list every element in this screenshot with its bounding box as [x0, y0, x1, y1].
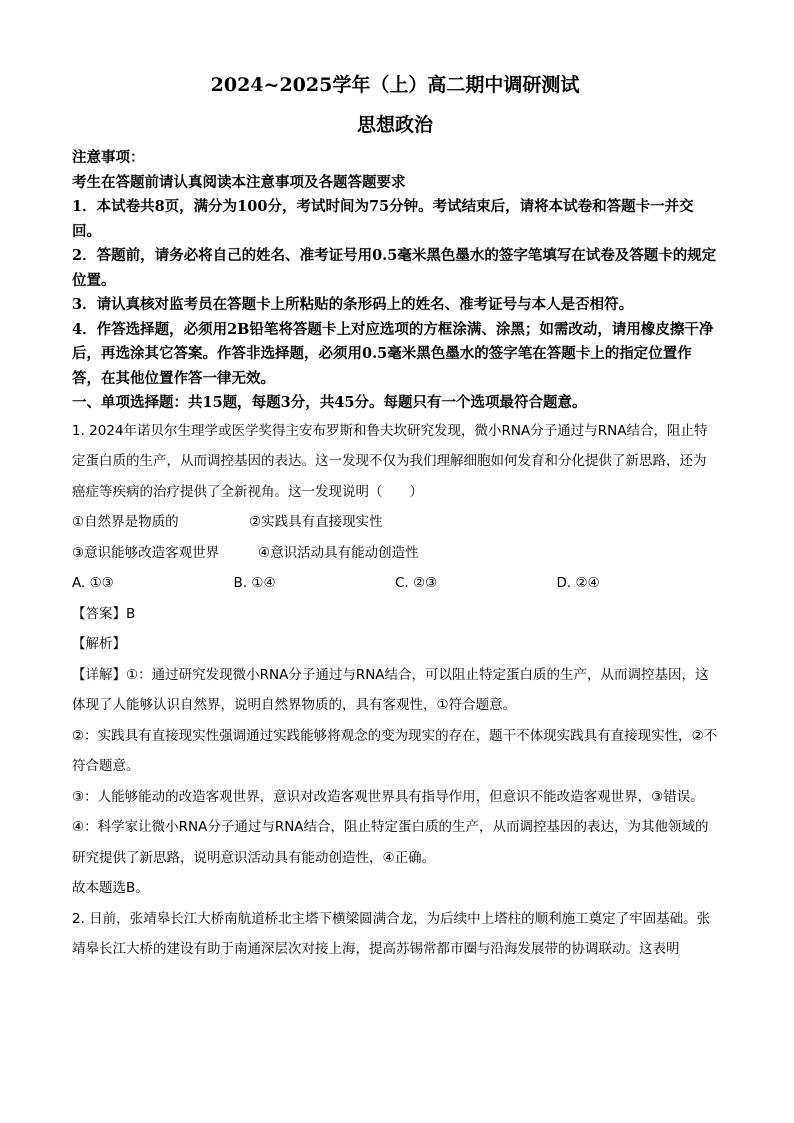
option-d: D. ②④ — [556, 575, 600, 591]
question-1-statements-row-1 — [72, 507, 718, 538]
question-2 — [72, 904, 718, 965]
detail-1: 【详解】①：通过研究发现微小RNA分子通过与RNA结合，可以阻止特定蛋白质的生产，从而调控基因，这体现了人能够认识自然界，说明自然界物质的，具有客观性，①符合题意。 — [72, 666, 709, 713]
detail-2: ②：实践具有直接现实性强调通过实践能够将观念的变为现实的存在，题干不体现实践具有直接现实性，②不符合题意。 — [72, 727, 718, 774]
statement-2: ②实践具有直接现实性 — [249, 514, 383, 530]
question-2-stem: 2. 日前，张靖皋长江大桥南航道桥北主塔下横梁圆满合龙，为后续中上塔柱的顺利施工奠定了牢固基础。张靖皋长江大桥的建设有助于南通深层次对接上海，提高苏锡常都市圈与沿海发展带的协调联动。这表明 — [72, 910, 711, 957]
statement-3: ③意识能够改造客观世界 — [72, 544, 220, 561]
notice-intro: 考生在答题前请认真阅读本注意事项及各题答题要求 — [72, 173, 406, 191]
option-c: C. ②③ — [395, 575, 438, 591]
question-1-statements-row-2 — [72, 538, 718, 569]
statement-1: ①自然界是物质的 — [72, 514, 179, 530]
question-1 — [72, 416, 718, 904]
option-b: B. ①④ — [233, 575, 276, 591]
question-1-stem: 1. 2024年诺贝尔生理学或医学奖得主安布罗斯和鲁夫坎研究发现，微小RNA分子通过与RNA结合，阻止特定蛋白质的生产，从而调控基因的表达。这一发现不仅为我们理解细胞如何发育和分化提供了新思路，还为癌症等疾病的治疗提供了全新视角。这一发现说明（ ） — [72, 422, 708, 500]
notice-section — [72, 146, 718, 416]
subject-title: 思想政治 — [356, 114, 433, 136]
option-a: A. ①③ — [72, 575, 114, 591]
analysis-tag: 【解析】 — [72, 636, 126, 652]
notice-item-1: 1．本试卷共8页，满分为100分，考试时间为75分钟。考试结束后，请将本试卷和答题卡一并交回。 — [72, 198, 694, 240]
section-heading: 一、单项选择题：共15题，每题3分，共45分。每题只有一个选项最符合题意。 — [72, 394, 587, 411]
answer-tag: 【答案】B — [72, 605, 136, 622]
notice-item-2: 2．答题前，请务必将自己的姓名、准考证号用0.5毫米黑色墨水的签字笔填写在试卷及答题卡的规定位置。 — [72, 247, 717, 289]
question-1-options — [72, 568, 718, 599]
detail-4: ④：科学家让微小RNA分子通过与RNA结合，阻止特定蛋白质的生产，从而调控基因的表达，为其他领域的研究提供了新思路，说明意识活动具有能动创造性，④正确。 — [72, 819, 709, 866]
notice-heading: 注意事项： — [72, 149, 145, 166]
exam-title: 2024~2025学年（上）高二期中调研测试 — [210, 74, 580, 96]
detail-3: ③：人能够能动的改造客观世界，意识对改造客观世界具有指导作用，但意识不能改造客观世界，③错误。 — [72, 788, 704, 805]
notice-item-3: 3．请认真核对监考员在答题卡上所粘贴的条形码上的姓名、准考证号与本人是否相符。 — [72, 296, 634, 313]
detail-conclusion: 故本题选B。 — [72, 880, 149, 896]
statement-4: ④意识活动具有能动创造性 — [258, 544, 419, 561]
notice-item-4: 4．作答选择题，必须用2B铅笔将答题卡上对应选项的方框涂满、涂黑；如需改动，请用橡皮擦干净后，再选涂其它答案。作答非选择题，必须用0.5毫米黑色墨水的签字笔在答题卡上的指定位置作答，在其他位置作答一律无效。 — [72, 320, 714, 387]
